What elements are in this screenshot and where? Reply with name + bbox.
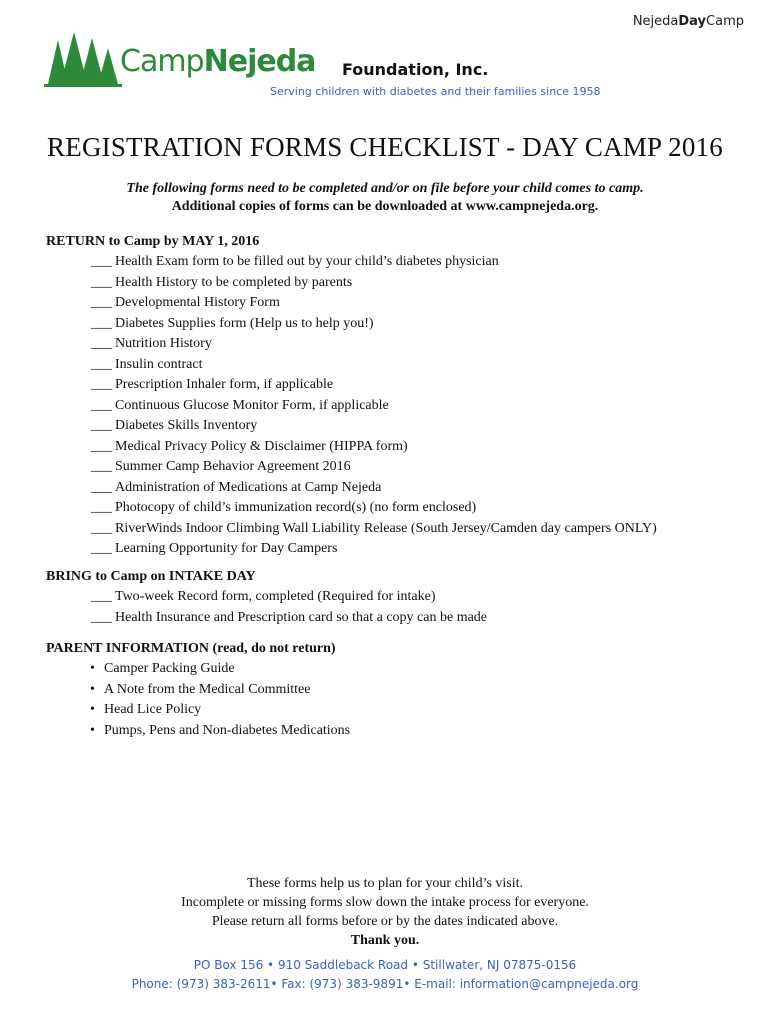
checklist-item xyxy=(46,375,746,396)
checklist-item xyxy=(46,293,746,314)
checkbox-blank: ___ xyxy=(91,438,112,454)
closing-note xyxy=(0,874,770,950)
checklist-item xyxy=(46,273,746,294)
parent-heading: PARENT INFORMATION (read, do not return) xyxy=(46,641,336,656)
list-item xyxy=(46,721,746,742)
list-item-label: A Note from the Medical Committee xyxy=(104,681,311,697)
checklist-item-label: Medical Privacy Policy & Disclaimer (HIPPA form) xyxy=(115,438,408,454)
checkbox-blank: ___ xyxy=(91,397,112,413)
list-item xyxy=(46,680,746,701)
checklist-item xyxy=(46,334,746,355)
logo-tagline: Serving children with diabetes and their families since 1958 xyxy=(270,85,601,98)
checklist-item-label: Health Exam form to be filled out by your child’s diabetes physician xyxy=(115,254,499,269)
checkbox-blank: ___ xyxy=(91,356,112,372)
checklist-item xyxy=(46,314,746,335)
checkbox-blank: ___ xyxy=(91,418,112,433)
checklist-item-label: Summer Camp Behavior Agreement 2016 xyxy=(115,459,351,474)
checklist-item-label: Health History to be completed by parents xyxy=(115,274,353,290)
list-item-label: Pumps, Pens and Non-diabetes Medications xyxy=(104,722,351,738)
checkbox-blank: ___ xyxy=(91,315,112,331)
return-section xyxy=(46,232,746,560)
checkbox-blank: ___ xyxy=(91,254,112,269)
checklist-item xyxy=(46,519,746,540)
bullet-icon: • xyxy=(90,702,95,717)
checkbox-blank: ___ xyxy=(91,295,112,310)
checklist-item-label: Photocopy of child’s immunization record(s) (no form enclosed) xyxy=(115,500,477,515)
closing-line-3: Please return all forms before or by the dates indicated above. xyxy=(211,914,559,929)
checkbox-blank: ___ xyxy=(91,274,112,290)
bullet-icon: • xyxy=(90,681,95,697)
checkbox-blank: ___ xyxy=(91,479,112,495)
list-item xyxy=(46,659,746,680)
checklist-item-label: Two-week Record form, completed (Required for intake) xyxy=(115,589,436,604)
checklist-item xyxy=(46,396,746,417)
return-checklist xyxy=(46,252,746,560)
checkbox-blank: ___ xyxy=(91,459,112,474)
footer xyxy=(0,956,770,994)
list-item-label: Camper Packing Guide xyxy=(104,661,235,676)
checkbox-blank: ___ xyxy=(91,609,112,625)
checklist-item-label: Administration of Medications at Camp Nejeda xyxy=(115,479,382,495)
intro-line-1: The following forms need to be completed and/or on file before your child comes to camp. xyxy=(126,181,644,196)
return-heading: RETURN to Camp by MAY 1, 2016 xyxy=(46,234,260,249)
list-item xyxy=(46,700,746,721)
checklist-item xyxy=(46,416,746,437)
logo-wordmark xyxy=(120,44,315,79)
footer-contact: Phone: (973) 383-2611• Fax: (973) 383-9891• E-mail: information@campnejeda.org xyxy=(131,977,639,991)
checklist-item xyxy=(46,498,746,519)
checklist-item-label: Diabetes Skills Inventory xyxy=(115,418,258,433)
checklist-item xyxy=(46,608,746,629)
checkbox-blank: ___ xyxy=(91,500,112,515)
checklist-item xyxy=(46,252,746,273)
list-item-label: Head Lice Policy xyxy=(104,702,202,717)
checklist-item-label: Prescription Inhaler form, if applicable xyxy=(115,377,334,392)
pine-trees-icon xyxy=(44,30,124,92)
bring-checklist xyxy=(46,587,746,628)
checklist-item xyxy=(46,355,746,376)
intro xyxy=(0,180,770,216)
checkbox-blank: ___ xyxy=(91,589,112,604)
page-title: REGISTRATION FORMS CHECKLIST - DAY CAMP 2016 xyxy=(47,132,723,162)
brand-tag-end: Camp xyxy=(706,14,744,29)
logo-camp-text: Camp xyxy=(120,44,204,79)
bring-heading: BRING to Camp on INTAKE DAY xyxy=(46,569,256,584)
checklist-item-label: Developmental History Form xyxy=(115,295,280,310)
logo-foundation: Foundation, Inc. xyxy=(342,60,489,79)
camp-logo xyxy=(44,30,624,108)
checklist-item-label: Insulin contract xyxy=(115,356,203,372)
checklist-item-label: Health Insurance and Prescription card so that a copy can be made xyxy=(115,609,488,625)
brand-tag-part: Nejeda xyxy=(632,14,679,29)
parent-section xyxy=(46,639,746,741)
checklist-item xyxy=(46,478,746,499)
checklist-item-label: RiverWinds Indoor Climbing Wall Liability Release (South Jersey/Camden day campers ONLY) xyxy=(115,520,657,536)
checklist-item-label: Nutrition History xyxy=(115,336,212,351)
checkbox-blank: ___ xyxy=(91,541,112,556)
bullet-icon: • xyxy=(90,661,95,676)
logo-nejeda-text: Nejeda xyxy=(203,44,316,79)
checkbox-blank: ___ xyxy=(91,520,112,536)
closing-thanks: Thank you. xyxy=(350,933,420,948)
checklist-item xyxy=(46,539,746,560)
closing-line-1: These forms help us to plan for your child’s visit. xyxy=(246,876,524,891)
checklist-item-label: Diabetes Supplies form (Help us to help you!) xyxy=(115,315,374,331)
checklist-item-label: Continuous Glucose Monitor Form, if applicable xyxy=(115,397,389,413)
checklist-item-label: Learning Opportunity for Day Campers xyxy=(115,541,338,556)
brand-tag xyxy=(633,14,744,29)
footer-address: PO Box 156 • 910 Saddleback Road • Stillwater, NJ 07875-0156 xyxy=(193,958,577,972)
brand-tag-bold: Day xyxy=(678,14,707,29)
parent-info-list xyxy=(46,659,746,741)
checklist-item xyxy=(46,457,746,478)
checkbox-blank: ___ xyxy=(91,336,112,351)
bullet-icon: • xyxy=(90,722,95,738)
checklist-item xyxy=(46,587,746,608)
bring-section xyxy=(46,567,746,628)
checkbox-blank: ___ xyxy=(91,377,112,392)
closing-line-2: Incomplete or missing forms slow down the intake process for everyone. xyxy=(181,895,589,910)
intro-line-2: Additional copies of forms can be downloaded at www.campnejeda.org. xyxy=(171,199,599,214)
checklist-item xyxy=(46,437,746,458)
